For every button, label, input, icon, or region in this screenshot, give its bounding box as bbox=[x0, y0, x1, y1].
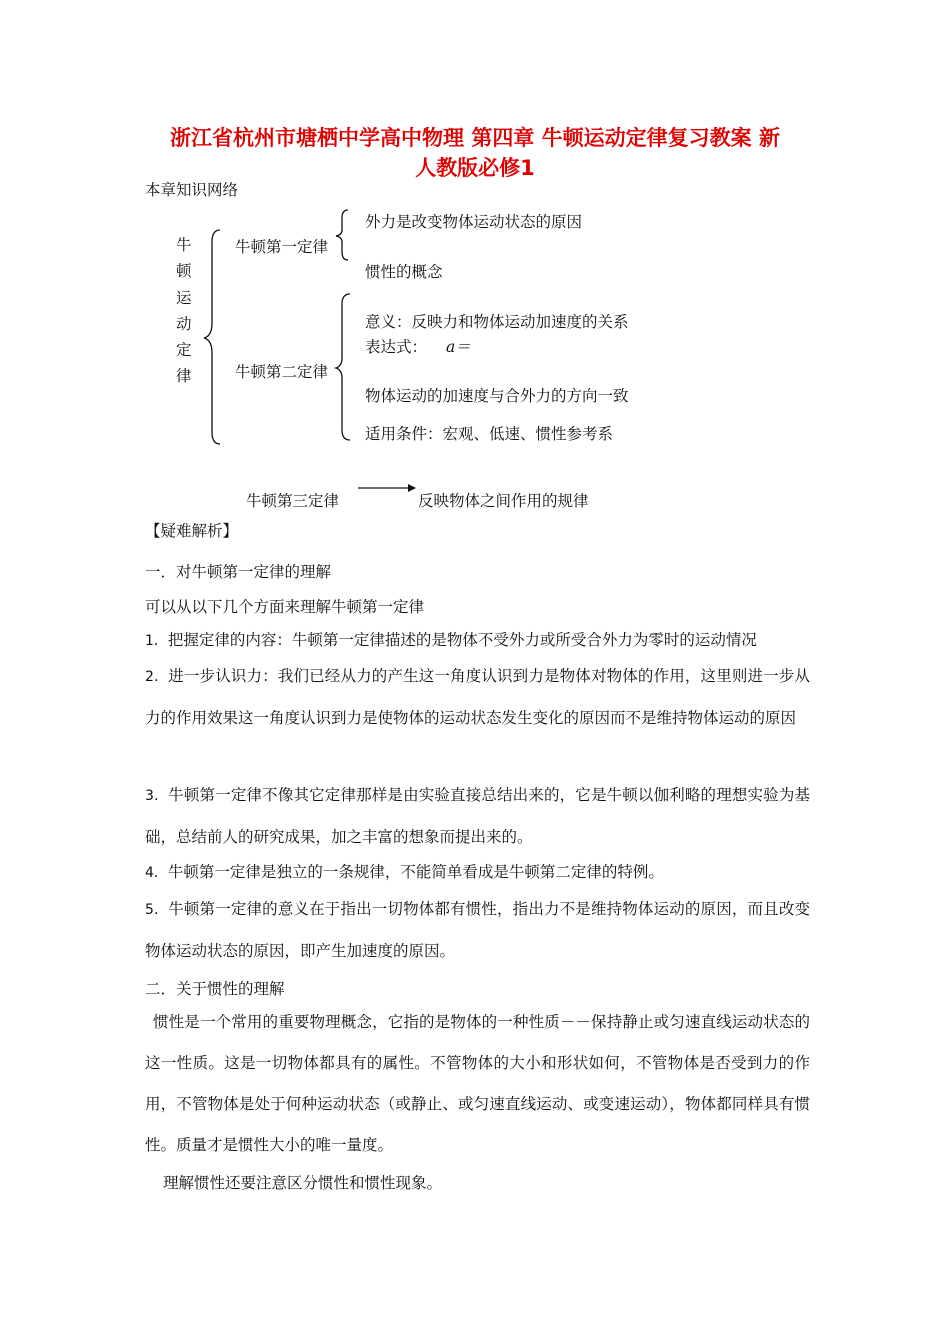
law3-target: 反映物体之间作用的规律 bbox=[418, 492, 589, 510]
point-3 bbox=[145, 775, 810, 858]
point-5 bbox=[145, 889, 810, 972]
section2-closing: 理解惯性还要注意区分惯性和惯性现象。 bbox=[163, 1174, 443, 1192]
root-char: 牛 bbox=[176, 236, 192, 254]
root-char: 律 bbox=[176, 367, 192, 385]
law2-formula: a＝ bbox=[445, 338, 471, 356]
law2-item: 表达式： bbox=[365, 338, 428, 356]
point-text: 牛顿第一定律不像其它定律那样是由实验直接总结出来的，它是牛顿以伽利略的理想实验为基础，总结前人的研究成果，加之丰富的想象而提出来的。 bbox=[145, 786, 810, 846]
law2-label: 牛顿第二定律 bbox=[235, 363, 329, 381]
law2-item: 适用条件：宏观、低速、惯性参考系 bbox=[365, 425, 614, 443]
root-char: 动 bbox=[176, 315, 192, 333]
law2-item: 物体运动的加速度与合外力的方向一致 bbox=[365, 387, 629, 405]
law1-item: 外力是改变物体运动状态的原因 bbox=[365, 213, 583, 231]
point-text: 牛顿第一定律的意义在于指出一切物体都有惯性，指出力不是维持物体运动的原因，而且改变物体运动状态的原因，即产生加速度的原因。 bbox=[145, 900, 810, 960]
point-text: 牛顿第一定律是独立的一条规律，不能简单看成是牛顿第二定律的特例。 bbox=[167, 863, 664, 881]
point-4 bbox=[145, 852, 810, 894]
root-char: 顿 bbox=[176, 262, 192, 280]
section1-intro: 可以从以下几个方面来理解牛顿第一定律 bbox=[145, 598, 425, 616]
law3-label: 牛顿第三定律 bbox=[246, 492, 340, 510]
root-char: 定 bbox=[176, 341, 192, 359]
title-line-1: 浙江省杭州市塘栖中学高中物理 第四章 牛顿运动定律复习教案 新 bbox=[170, 126, 780, 150]
main-brace bbox=[200, 228, 224, 446]
arrow-icon bbox=[356, 481, 418, 495]
point-number: 2． bbox=[145, 669, 169, 685]
root-char: 运 bbox=[176, 289, 192, 307]
law1-label: 牛顿第一定律 bbox=[235, 238, 329, 256]
law2-item: 意义：反映力和物体运动加速度的关系 bbox=[365, 313, 629, 331]
section2-title: 二．关于惯性的理解 bbox=[145, 980, 285, 998]
law1-item: 惯性的概念 bbox=[365, 263, 443, 281]
title-line-2: 人教版必修1 bbox=[415, 156, 535, 180]
point-number: 3． bbox=[145, 788, 169, 804]
point-number: 5． bbox=[145, 902, 169, 918]
law1-brace bbox=[332, 208, 352, 262]
network-heading: 本章知识网络 bbox=[145, 181, 239, 199]
point-number: 4． bbox=[145, 865, 168, 881]
section1-title: 一．对牛顿第一定律的理解 bbox=[145, 563, 332, 581]
law2-brace bbox=[332, 292, 354, 442]
point-number: 1． bbox=[145, 633, 168, 649]
section2-paragraph: 惯性是一个常用的重要物理概念，它指的是物体的一种性质－－保持静止或匀速直线运动状态的这一性质。这是一切物体都具有的属性。不管物体的大小和形状如何，不管物体是否受到力的作用，不管物体是处于何种运动状态（或静止、或匀速直线运动、或变速运动），物体都同样具有惯性。质量才是惯性大小的唯一量度。 bbox=[145, 1013, 810, 1154]
point-2 bbox=[145, 656, 810, 739]
law2-expression bbox=[365, 335, 471, 357]
analysis-heading: 【疑难解析】 bbox=[145, 522, 239, 540]
document-title bbox=[130, 123, 820, 183]
point-text: 进一步认识力：我们已经从力的产生这一角度认识到力是物体对物体的作用，这里则进一步从力的作用效果这一角度认识到力是使物体的运动状态发生变化的原因而不是维持物体运动的原因 bbox=[145, 667, 810, 727]
point-text: 把握定律的内容：牛顿第一定律描述的是物体不受外力或所受合外力为零时的运动情况 bbox=[167, 631, 757, 649]
